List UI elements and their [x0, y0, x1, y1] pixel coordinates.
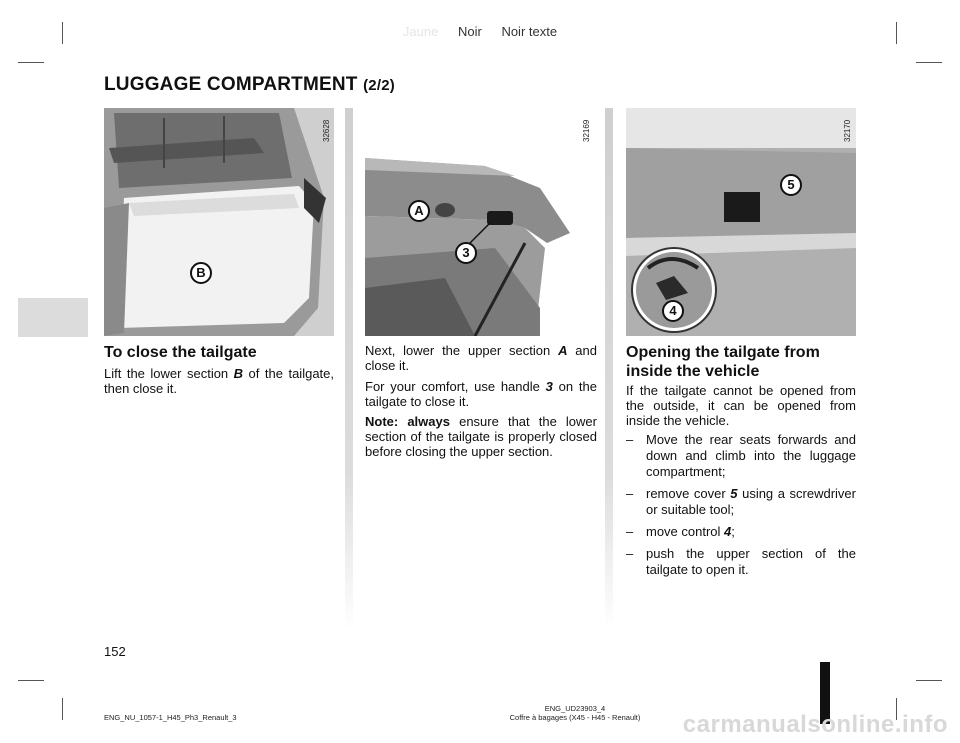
callout-a: A	[408, 200, 430, 222]
illustration-ref: 32628	[322, 119, 331, 142]
tailgate-upper-drawing	[365, 108, 597, 336]
footer-left: ENG_NU_1057-1_H45_Ph3_Renault_3	[104, 713, 237, 722]
footer-line: Coffre à bagages (X45 - H45 - Renault)	[509, 713, 641, 722]
list-item	[626, 486, 856, 518]
page-number: 152	[104, 644, 126, 659]
list-item	[626, 524, 856, 540]
callout-5: 5	[780, 174, 802, 196]
illustration-ref: 32169	[582, 119, 591, 142]
text-span: ;	[731, 524, 735, 539]
text-span: ensure that the lower section of the tailgate is properly closed before closing the upper section.	[365, 414, 597, 459]
watermark: carmanualsonline.info	[682, 711, 948, 738]
text-span: For your comfort, use handle	[365, 379, 546, 394]
tailgate-lower-drawing	[104, 108, 334, 336]
text-span: push the upper section of the tailgate to open it.	[646, 546, 856, 577]
lower-upper-text	[365, 343, 597, 373]
column-divider	[605, 108, 613, 630]
page-title-suffix: (2/2)	[363, 77, 395, 94]
ref-5: 5	[730, 486, 738, 501]
callout-3: 3	[455, 242, 477, 264]
callout-4: 4	[662, 300, 684, 322]
callout-b: B	[190, 262, 212, 284]
chapter-tab	[18, 298, 88, 337]
note-text	[365, 414, 597, 459]
section-title-close-tailgate: To close the tailgate	[104, 344, 257, 361]
illustration-interior-release	[626, 108, 856, 336]
page-title	[104, 74, 395, 96]
open-inside-intro: If the tailgate cannot be opened from the outside, it can be opened from inside the vehicle.	[626, 383, 856, 428]
note-label: Note: always	[365, 414, 450, 429]
crop-mark	[18, 680, 44, 681]
list-dash: –	[626, 432, 634, 447]
ref-3: 3	[545, 379, 553, 394]
ref-b: B	[233, 366, 244, 381]
footer-right	[500, 704, 650, 722]
color-label-jaune: Jaune	[402, 24, 439, 39]
list-item	[626, 432, 856, 480]
color-label-noir: Noir	[457, 24, 482, 39]
text-span: Move the rear seats forwards and down and climb into the luggage compartment;	[646, 432, 856, 479]
text-span: of the tailgate, then close it.	[104, 366, 335, 396]
title-line: Opening the tailgate from	[626, 344, 820, 361]
handle-text	[365, 379, 597, 409]
list-dash: –	[626, 486, 634, 501]
illustration-tailgate-upper	[365, 108, 597, 336]
section-title-open-inside	[626, 343, 856, 381]
close-tailgate-text	[104, 366, 334, 396]
page-title-text: LUGGAGE COMPARTMENT	[104, 74, 358, 95]
text-span: and close it.	[365, 343, 597, 373]
column-divider	[345, 108, 353, 630]
interior-release-drawing	[626, 108, 856, 336]
text-span: Next, lower the upper section	[365, 343, 559, 358]
text-span: using a screwdriver or suitable tool;	[646, 486, 856, 517]
illustration-ref: 32170	[843, 119, 852, 142]
text-span: move control	[646, 524, 725, 539]
footer-line: ENG_UD23903_4	[544, 704, 606, 713]
crop-mark	[62, 698, 63, 720]
color-label-noir-texte: Noir texte	[501, 24, 558, 39]
list-item	[626, 546, 856, 578]
ref-4: 4	[724, 524, 732, 539]
illustration-tailgate-lower	[104, 108, 334, 336]
text-span: remove cover	[646, 486, 731, 501]
crop-mark	[916, 62, 942, 63]
open-inside-steps	[626, 432, 856, 584]
text-span: on the tailgate to close it.	[365, 379, 597, 409]
list-dash: –	[626, 524, 634, 539]
crop-mark	[916, 680, 942, 681]
print-color-labels	[0, 24, 960, 39]
crop-mark	[18, 62, 44, 63]
text-span: Lift the lower section	[104, 366, 234, 381]
ref-a: A	[558, 343, 568, 358]
title-line: inside the vehicle	[626, 363, 760, 380]
list-dash: –	[626, 546, 634, 561]
